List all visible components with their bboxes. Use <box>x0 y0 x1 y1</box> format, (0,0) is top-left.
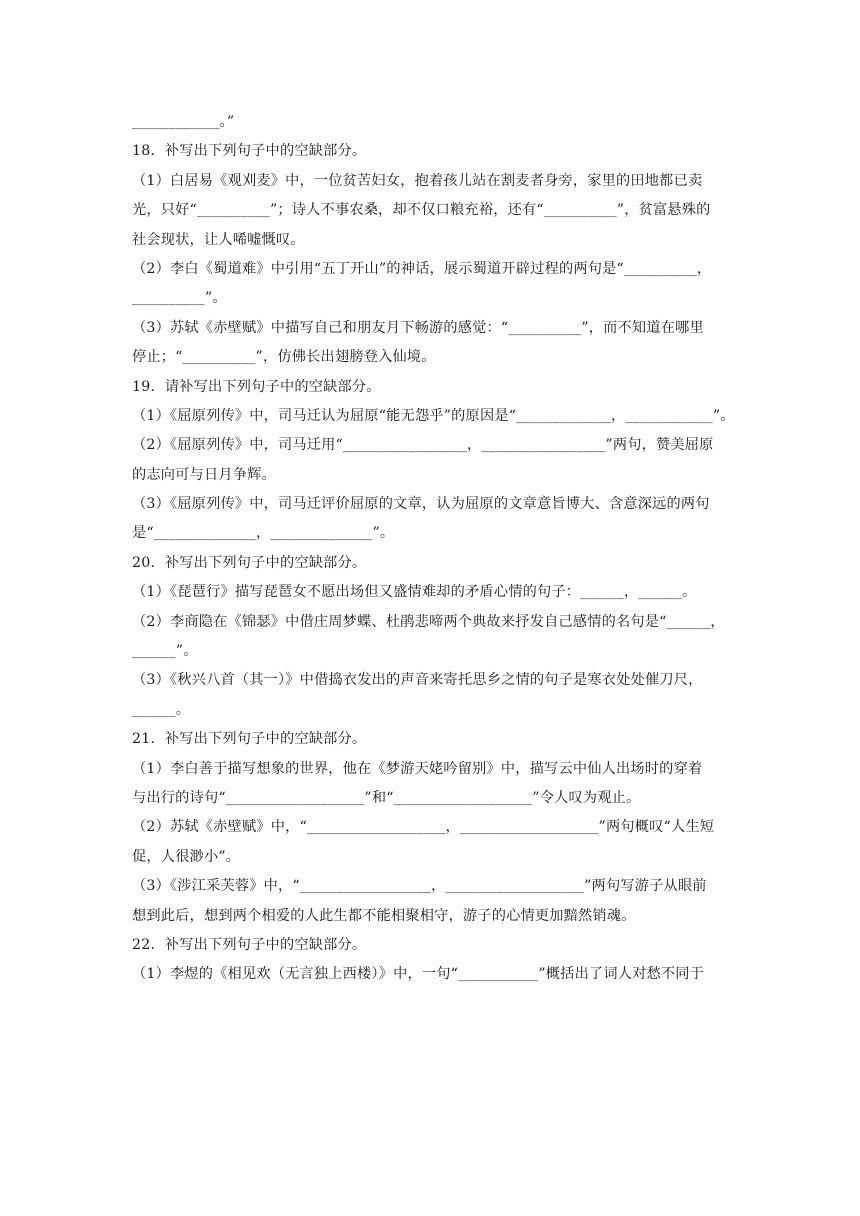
text-line: （3）苏轼《赤壁赋》中描写自己和朋友月下畅游的感觉：“__________”，而不知道在哪里 <box>132 319 704 336</box>
text-line: （3）《秋兴八首（其一）》中借捣衣发出的声音来寄托思乡之情的句子是寒衣处处催刀尺， <box>132 672 703 689</box>
text-line: 的志向可与日月争辉。 <box>132 466 276 483</box>
text-line: ______。 <box>132 701 191 718</box>
question-22-heading: 22．补写出下列句子中的空缺部分。 <box>132 936 367 953</box>
text-line: （2）《屈原列传》中，司马迁用“_________________，_________________”两句，赞美屈原 <box>132 437 714 454</box>
text-line: 停止；“__________”，仿佛长出翅膀登入仙境。 <box>132 349 436 366</box>
question-20-heading: 20．补写出下列句子中的空缺部分。 <box>132 554 367 571</box>
text-line: （1）《琵琶行》描写琵琶女不愿出场但又盛情难却的矛盾心情的句子：______，______。 <box>132 584 697 601</box>
text-line: ______”。 <box>132 643 198 660</box>
text-line: 想到此后，想到两个相爱的人此生都不能相聚相守，游子的心情更加黯然销魂。 <box>132 907 636 924</box>
text-line: （3）《屈原列传》中，司马迁评价屈原的文章，认为屈原的文章意旨博大、含意深远的两句 <box>132 496 710 513</box>
text-line: （2）李白《蜀道难》中引用“五丁开山”的神话，展示蜀道开辟过程的两句是“__________， <box>132 260 712 277</box>
text-line: （1）李白善于描写想象的世界，他在《梦游天姥吟留别》中，描写云中仙人出场时的穿着 <box>132 760 703 777</box>
text-line: 与出行的诗句“___________________”和“___________________”令人叹为观止。 <box>132 789 641 806</box>
question-21-heading: 21．补写出下列句子中的空缺部分。 <box>132 731 367 748</box>
text-line: （2）李商隐在《锦瑟》中借庄周梦蝶、杜鹃悲啼两个典故来抒发自己感情的名句是“______， <box>132 613 725 630</box>
text-line: 社会现状，让人唏嘘慨叹。 <box>132 231 305 248</box>
question-19-heading: 19．请补写出下列句子中的空缺部分。 <box>132 378 381 395</box>
text-line: （2）苏轼《赤壁赋》中，“___________________，___________________”两句概叹“人生短 <box>132 819 715 836</box>
text-line: （1）李煜的《相见欢（无言独上西楼）》中，一句“___________”概括出了词人对愁不同于 <box>132 966 705 983</box>
text-line: 光，只好“__________”；诗人不事农桑，却不仅口粮充裕，还有“__________”，贫富悬殊的 <box>132 202 711 219</box>
text-line: （1）《屈原列传》中，司马迁认为屈原“能无怨乎”的原因是“_____________，____________”。 <box>132 407 735 424</box>
text-line: ____________。” <box>132 114 235 130</box>
text-line: 促，人很渺小”。 <box>132 848 241 865</box>
exercise-page <box>132 108 735 990</box>
text-line: 是“______________，______________”。 <box>132 525 395 542</box>
text-line: （3）《涉江采芙蓉》中，“__________________，___________________”两句写游子从眼前 <box>132 878 707 895</box>
text-line: __________”。 <box>132 290 227 307</box>
text-line: （1）白居易《观刈麦》中，一位贫苦妇女，抱着孩儿站在割麦者身旁，家里的田地都已卖 <box>132 172 703 189</box>
question-18-heading: 18．补写出下列句子中的空缺部分。 <box>132 143 367 160</box>
